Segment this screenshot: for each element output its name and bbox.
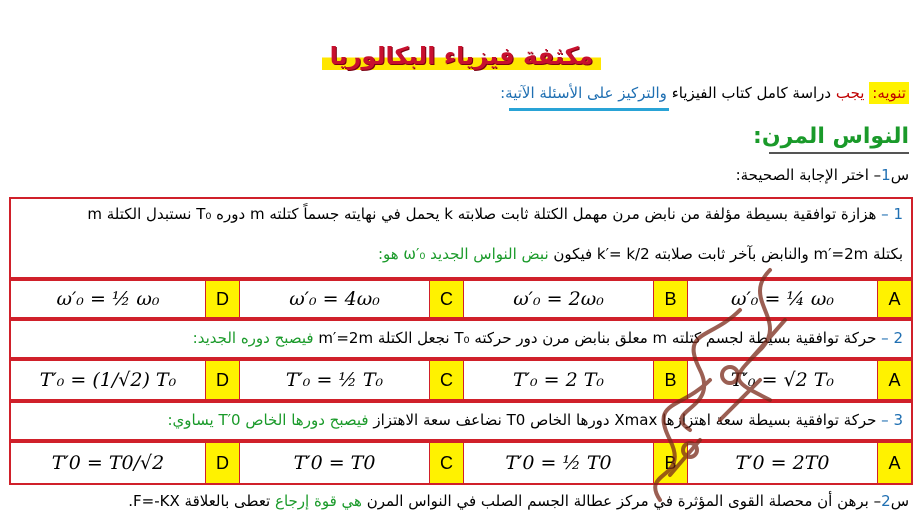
notice-label: تنويه:: [869, 82, 909, 104]
q2-option-c[interactable]: T′₀ = ½ T₀: [239, 361, 429, 399]
option-letter-c[interactable]: C: [429, 443, 463, 483]
question-1-ask: نبض النواس الجديد ω′₀ هو:: [377, 245, 549, 263]
question-1-number: 1 –: [881, 205, 903, 223]
q3-option-b[interactable]: T′0 = ½ T0: [463, 443, 653, 483]
question-instruction: – اختر الإجابة الصحيحة:: [735, 166, 882, 184]
section-title: النواس المرن:: [753, 124, 909, 149]
question-3-number: 3 –: [881, 411, 903, 429]
q2-option-a[interactable]: T′₀ = √2 T₀: [687, 361, 877, 399]
notice-must: يجب: [835, 84, 865, 102]
option-letter-a[interactable]: A: [877, 281, 911, 317]
q3-option-d[interactable]: T′0 = T0/√2: [51, 452, 165, 474]
notice: [500, 84, 909, 102]
question-highlight: هي قوة إرجاع: [275, 492, 362, 510]
option-letter-b[interactable]: B: [653, 443, 687, 483]
question-1-text2: بكتلة m′=2m والنابض بآخر ثابت صلابته k′= k/2 فيكون: [553, 245, 903, 263]
question-2-text: حركة توافقية بسيطة لجسم كتلته m معلق بنابض مرن دور حركته T₀ نجعل الكتلة m′=2m: [318, 329, 877, 347]
question-group-label: [736, 166, 909, 184]
option-letter-d[interactable]: D: [205, 443, 239, 483]
question-1-line1: [87, 205, 903, 223]
question-prefix: س: [890, 492, 909, 510]
question-3-text: حركة توافقية بسيطة سعة اهتزازها Xmax دورها الخاص T0 نضاعف سعة الاهتزاز: [373, 411, 877, 429]
handwritten-signature-watermark: [620, 260, 810, 510]
q1-option-d[interactable]: ω′₀ = ½ ω₀: [56, 288, 160, 310]
option-letter-a[interactable]: A: [877, 361, 911, 399]
option-letter-d[interactable]: D: [205, 281, 239, 317]
q2-option-d[interactable]: T′₀ = (1/√2) T₀: [39, 369, 177, 391]
question-1-text: هزازة توافقية بسيطة مؤلفة من نابض مرن مهمل الكتلة ثابت صلابته k يحمل في نهايته جسماً كتلته m دوره T₀ نستبدل الكتلة m: [87, 205, 877, 223]
q2-option-b[interactable]: T′₀ = 2 T₀: [463, 361, 653, 399]
question-2-ask: فيصبح دوره الجديد:: [192, 329, 314, 347]
q1-option-a[interactable]: ω′₀ = ¼ ω₀: [687, 281, 877, 317]
section-underline: [769, 152, 909, 154]
question-number: 2: [881, 492, 891, 510]
q1-option-c[interactable]: ω′₀ = 4ω₀: [239, 281, 429, 317]
option-letter-c[interactable]: C: [429, 361, 463, 399]
question-prefix: س: [890, 166, 909, 184]
option-letter-b[interactable]: B: [653, 361, 687, 399]
option-letter-c[interactable]: C: [429, 281, 463, 317]
question-3-ask: فيصبح دورها الخاص T′0 يساوي:: [167, 411, 369, 429]
notice-underline: [509, 108, 669, 111]
notice-text: دراسة كامل كتاب الفيزياء: [671, 84, 832, 102]
option-letter-b[interactable]: B: [653, 281, 687, 317]
q3-option-a[interactable]: T′0 = 2T0: [687, 443, 877, 483]
option-letter-d[interactable]: D: [205, 361, 239, 399]
question-number: 1: [881, 166, 891, 184]
option-letter-a[interactable]: A: [877, 443, 911, 483]
question-formula: تعطى بالعلاقة F=-KX.: [128, 492, 271, 510]
q3-option-c[interactable]: T′0 = T0: [239, 443, 429, 483]
page-title: مكثفة فيزياء البكالوريا: [0, 42, 923, 70]
notice-focus: والتركيز على الأسئلة الآتية:: [500, 84, 667, 102]
question-text: – برهن أن محصلة القوى المؤثرة في مركز عطالة الجسم الصلب في النواس المرن: [366, 492, 882, 510]
q1-option-b[interactable]: ω′₀ = 2ω₀: [463, 281, 653, 317]
question-2-number: 2 –: [881, 329, 903, 347]
